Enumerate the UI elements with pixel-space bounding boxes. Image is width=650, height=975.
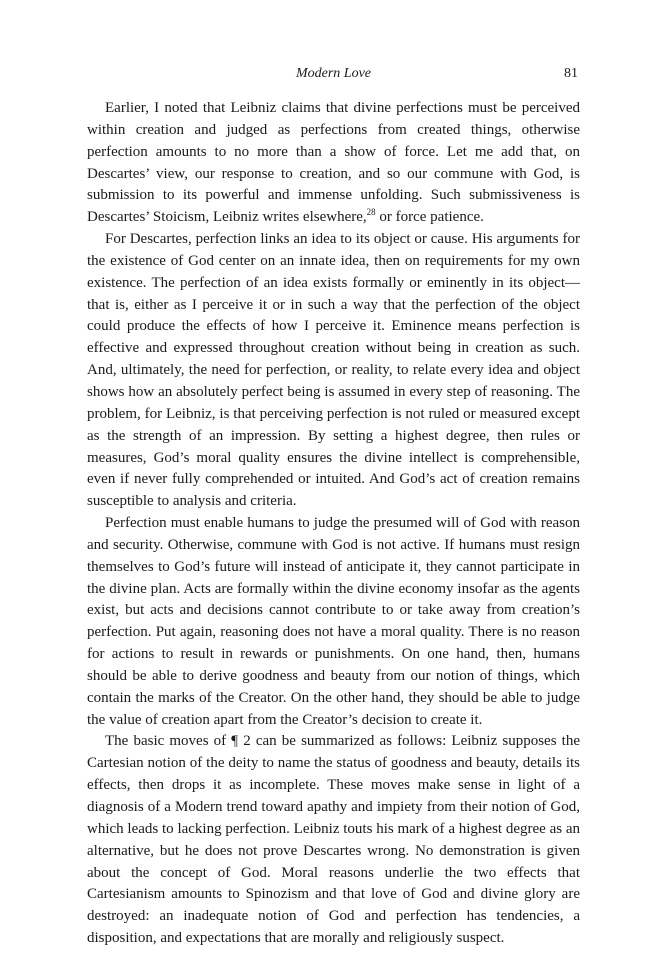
running-title: Modern Love: [295, 66, 372, 81]
paragraph-1-text: Earlier, I noted that Leibniz claims that divine perfections must be perceived within creation and judged as perfections from created things, otherwise perfection amounts to no more than a show of force. Let me add that, on Descartes’ view, our response to creation, and so our commune with God, is submission to its powerful and immense unfolding. Such submissiveness is Descartes’ Stoicism, Leibniz writes elsewhere,: [87, 100, 580, 226]
paragraph-3: Perfection must enable humans to judge the presumed will of God with reason and security. Otherwise, commune with God is not active. If humans must resign themselves to God’s future will instead of anticipate it, they cannot participate in the divine plan. Acts are formally within the divine economy insofar as the agents exist, but acts and decisions cannot contribute to or take away from creation’s perfection. Put again, reasoning does not have a moral quality. There is no reason for actions to result in rewards or punishments. On one hand, then, humans should be able to derive goodness and beauty from our notion of things, which contain the marks of the Creator. On the other hand, they should be able to judge the value of creation apart from the Creator’s decision to create it.: [87, 515, 580, 728]
paragraph-1-text-end: or force patience.: [375, 209, 484, 226]
book-page: [87, 62, 580, 950]
body-text: [87, 98, 580, 950]
paragraph-2: For Descartes, perfection links an idea to its object or cause. His arguments for the existence of God center on an innate idea, then on requirements for my own existence. The perfection of an idea exists formally or eminently in its object—that is, either as I perceive it or in such a way that the perfection of the object could produce the effects of how I perceive it. Eminence means perfection is effective and expressed throughout creation without being in creation as such. And, ultimately, the need for perfection, or reality, to relate every idea and object shows how an absolutely perfect being is assumed in every step of reasoning. The problem, for Leibniz, is that perceiving perfection is not ruled or measured except as the strength of an impression. By setting a highest degree, then rules or measures, God’s moral quality ensures the divine intellect is comprehensible, even if never fully comprehended or intuited. And God’s act of creation remains susceptible to analysis and criteria.: [87, 231, 580, 510]
running-head: [87, 62, 580, 86]
footnote-marker-28: 28: [366, 207, 376, 218]
paragraph-1: [87, 98, 580, 229]
paragraph-4: The basic moves of ¶ 2 can be summarized as follows: Leibniz supposes the Cartesian notion of the deity to name the status of goodness and beauty, details its effects, then drops it as incomplete. These moves make sense in light of a diagnosis of a Modern trend toward apathy and impiety from their notion of God, which leads to lacking perfection. Leibniz touts his mark of a highest degree as an alternative, but he does not prove Descartes wrong. No demonstration is given about the concept of God. Moral reasons underlie the two effects that Cartesianism amounts to Spinozism and that love of God and divine glory are destroyed: an inadequate notion of God and perfection has tendencies, a disposition, and expectations that are morally and religiously suspect.: [87, 733, 580, 947]
page-number: 81: [564, 66, 578, 81]
